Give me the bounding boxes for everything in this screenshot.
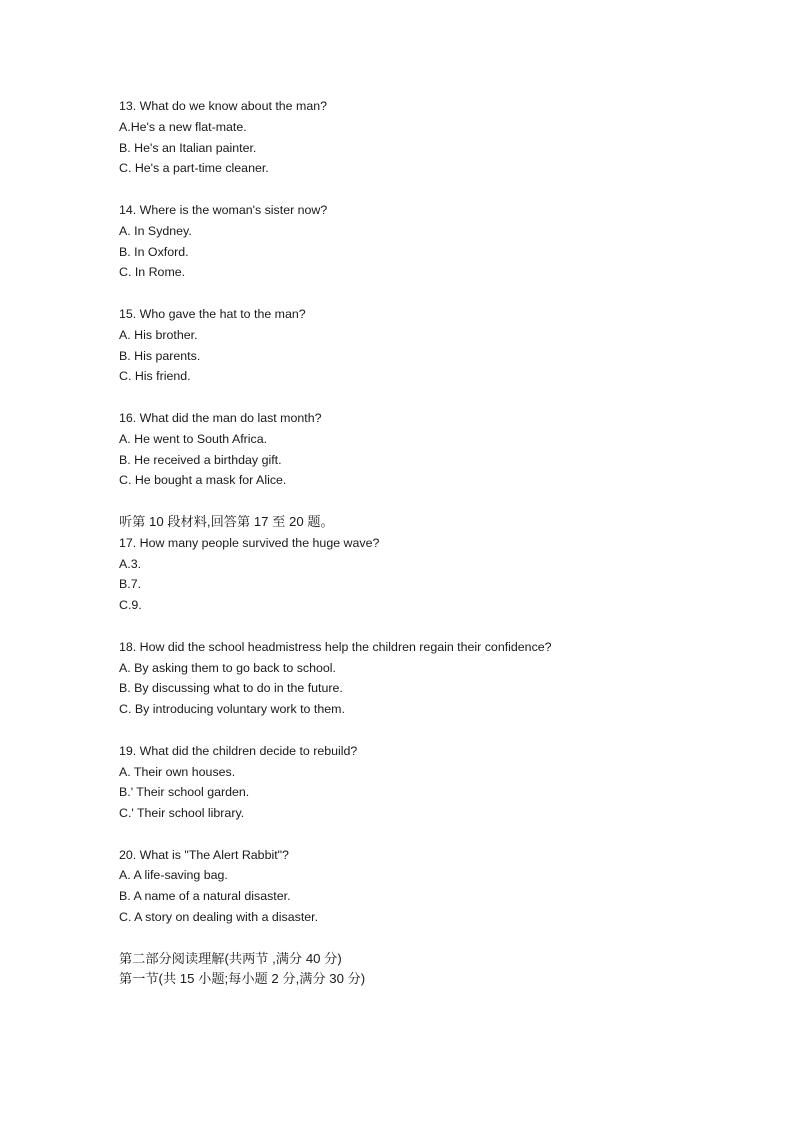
option-b: B. In Oxford. xyxy=(119,244,189,259)
question-text: 15. Who gave the hat to the man? xyxy=(119,306,306,321)
question-19 xyxy=(119,741,759,824)
section-one-heading: 第一节(共 15 小题;每小题 2 分,满分 30 分) xyxy=(119,971,366,987)
question-text: 14. Where is the woman's sister now? xyxy=(119,202,328,217)
option-c: C. A story on dealing with a disaster. xyxy=(119,910,319,925)
question-text: 20. What is "The Alert Rabbit"? xyxy=(119,847,289,862)
option-b: B.7. xyxy=(119,577,142,592)
option-c: C. In Rome. xyxy=(119,265,186,280)
option-b: B. A name of a natural disaster. xyxy=(119,889,291,904)
option-b: B.' Their school garden. xyxy=(119,785,250,800)
option-c: C.9. xyxy=(119,598,142,613)
option-b: B. He's an Italian painter. xyxy=(119,140,257,155)
question-text: 18. How did the school headmistress help the children regain their confidence? xyxy=(119,639,552,654)
option-c: C.' Their school library. xyxy=(119,806,245,821)
option-c: C. He's a part-time cleaner. xyxy=(119,161,269,176)
question-17 xyxy=(119,533,759,616)
question-16 xyxy=(119,408,759,491)
option-a: A. In Sydney. xyxy=(119,223,192,238)
question-15 xyxy=(119,304,759,387)
question-text: 19. What did the children decide to rebuild? xyxy=(119,743,358,758)
option-a: A. He went to South Africa. xyxy=(119,431,268,446)
option-b: B. He received a birthday gift. xyxy=(119,452,282,467)
option-a: A. A life-saving bag. xyxy=(119,868,228,883)
question-18 xyxy=(119,637,759,720)
option-a: A. Their own houses. xyxy=(119,764,236,779)
question-text: 17. How many people survived the huge wave? xyxy=(119,535,380,550)
passage-instruction: 听第 10 段材料,回答第 17 至 20 题。 xyxy=(119,513,334,529)
option-a: A. His brother. xyxy=(119,327,198,342)
question-text: 16. What did the man do last month? xyxy=(119,410,322,425)
part-two-heading: 第二部分阅读理解(共两节 ,满分 40 分) xyxy=(119,950,342,966)
option-a: A.3. xyxy=(119,556,142,571)
exam-page xyxy=(119,96,759,990)
option-a: A. By asking them to go back to school. xyxy=(119,660,336,675)
question-14 xyxy=(119,200,759,283)
option-c: C. He bought a mask for Alice. xyxy=(119,473,287,488)
question-text: 13. What do we know about the man? xyxy=(119,99,328,113)
option-c: C. By introducing voluntary work to them. xyxy=(119,702,345,717)
question-20 xyxy=(119,845,759,928)
question-13 xyxy=(119,96,759,179)
option-c: C. His friend. xyxy=(119,369,191,384)
option-a: A.He's a new flat-mate. xyxy=(119,119,247,134)
option-b: B. By discussing what to do in the future. xyxy=(119,681,343,696)
option-b: B. His parents. xyxy=(119,348,201,363)
